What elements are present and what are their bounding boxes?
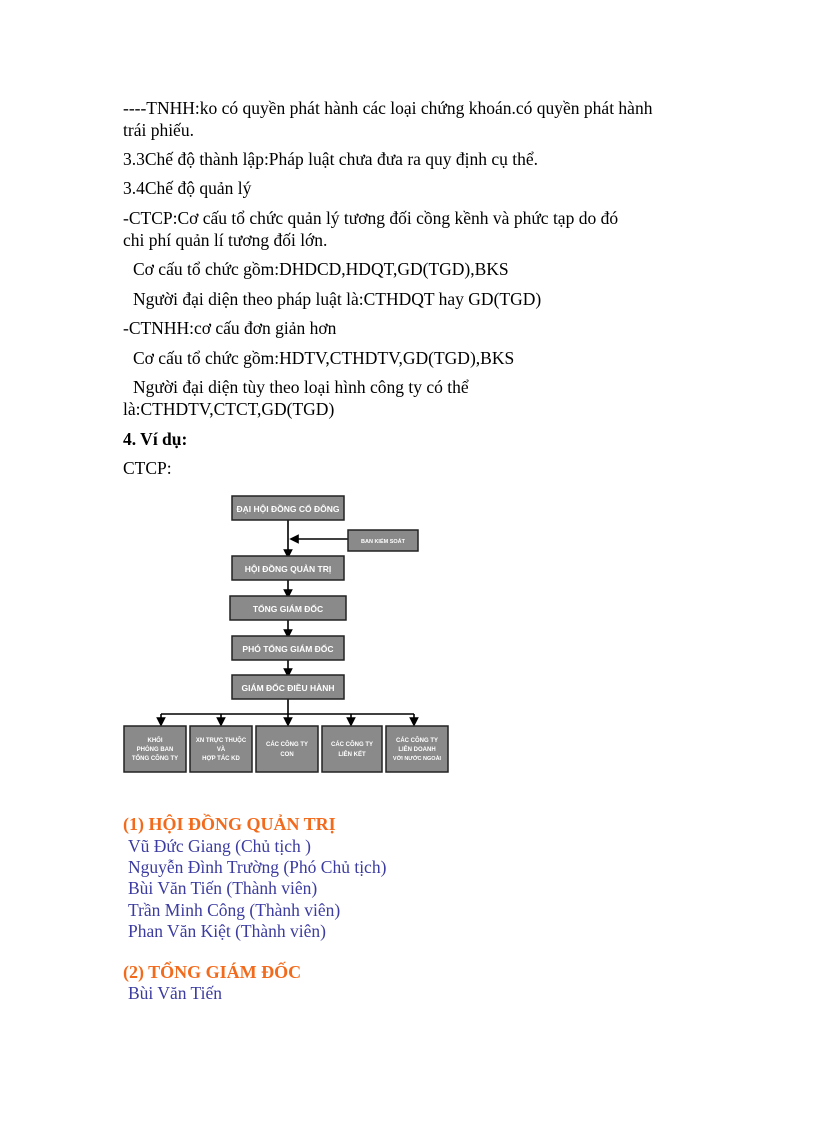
bottom-box-2-line-1: CON (280, 752, 294, 758)
bottom-box-1-line-2: HỢP TÁC KD (202, 756, 240, 762)
bottom-box-4-line-1: LIÊN DOANH (398, 747, 436, 753)
board-member: Nguyễn Đình Trường (Phó Chủ tịch) (128, 857, 387, 877)
box-supervisory-label: BAN KIỂM SOÁT (361, 539, 405, 545)
bottom-box-1-line-1: VÀ (216, 747, 226, 753)
paragraph-ctnhh: -CTNHH:cơ cấu đơn giản hơn (123, 318, 337, 338)
paragraph-ctnhh-rep-line2: là:CTHDTV,CTCT,GD(TGD) (123, 399, 335, 419)
paragraph-tnhh-line1: ----TNHH:ko có quyền phát hành các loại chứng khoán.có quyền phát hành (123, 98, 653, 118)
box-deputy-label: PHÓ TỔNG GIÁM ĐỐC (242, 644, 334, 654)
bottom-box-0-line-1: PHÒNG BAN (136, 747, 174, 753)
paragraph-establishment: 3.3Chế độ thành lập:Pháp luật chưa đưa ra quy định cụ thể. (123, 149, 539, 169)
box-board-label: HỘI ĐỒNG QUẢN TRỊ (244, 564, 332, 574)
board-heading: (1) HỘI ĐỒNG QUẢN TRỊ (123, 814, 336, 834)
paragraph-ctnhh-structure: Cơ cấu tổ chức gồm:HDTV,CTHDTV,GD(TGD),BKS (133, 348, 515, 368)
ceo-name: Bùi Văn Tiến (128, 983, 223, 1003)
box-exec-label: GIÁM ĐỐC ĐIỀU HÀNH (241, 683, 335, 693)
ctcp-label: CTCP: (123, 458, 172, 478)
box-ceo-label: TỔNG GIÁM ĐỐC (252, 604, 324, 614)
bottom-box-3-line-0: CÁC CÔNG TY (331, 742, 373, 748)
bottom-box-0-line-2: TỔNG CÔNG TY (131, 756, 179, 762)
board-member: Vũ Đức Giang (Chủ tịch ) (128, 836, 311, 856)
example-heading: 4. Ví dụ: (123, 429, 188, 449)
paragraph-ctcp-structure: Cơ cấu tổ chức gồm:DHDCD,HDQT,GD(TGD),BKS (133, 259, 509, 279)
paragraph-management-heading: 3.4Chế độ quản lý (123, 178, 252, 198)
board-member: Bùi Văn Tiến (Thành viên) (128, 878, 318, 898)
paragraph-ctcp-line2: chi phí quản lí tương đối lớn. (123, 230, 328, 250)
bottom-box-1-line-0: XN TRỰC THUỘC (195, 738, 247, 744)
bottom-box-0-line-0: KHỐI (147, 738, 163, 744)
box-affiliates (322, 726, 382, 772)
bottom-box-4-line-2: VỚI NƯỚC NGOÀI (392, 756, 442, 762)
paragraph-ctnhh-rep-line1: Người đại diện tùy theo loại hình công ty có thể (133, 377, 469, 397)
ceo-heading: (2) TỔNG GIÁM ĐỐC (123, 962, 302, 982)
board-member: Phan Văn Kiệt (Thành viên) (128, 921, 326, 941)
bottom-box-3-line-1: LIÊN KẾT (338, 752, 366, 758)
box-subsidiaries (256, 726, 318, 772)
paragraph-ctcp-line1: -CTCP:Cơ cấu tổ chức quản lý tương đối cồng kềnh và phức tạp do đó (123, 208, 619, 228)
paragraph-tnhh-line2: trái phiếu. (123, 120, 194, 140)
bottom-box-4-line-0: CÁC CÔNG TY (396, 738, 438, 744)
board-member: Trần Minh Công (Thành viên) (128, 900, 341, 920)
box-shareholders-label: ĐẠI HỘI ĐỒNG CỔ ĐÔNG (236, 504, 340, 514)
bottom-box-2-line-0: CÁC CÔNG TY (266, 742, 308, 748)
org-chart (122, 492, 450, 776)
paragraph-ctcp-representative: Người đại diện theo pháp luật là:CTHDQT hay GD(TGD) (133, 289, 542, 309)
